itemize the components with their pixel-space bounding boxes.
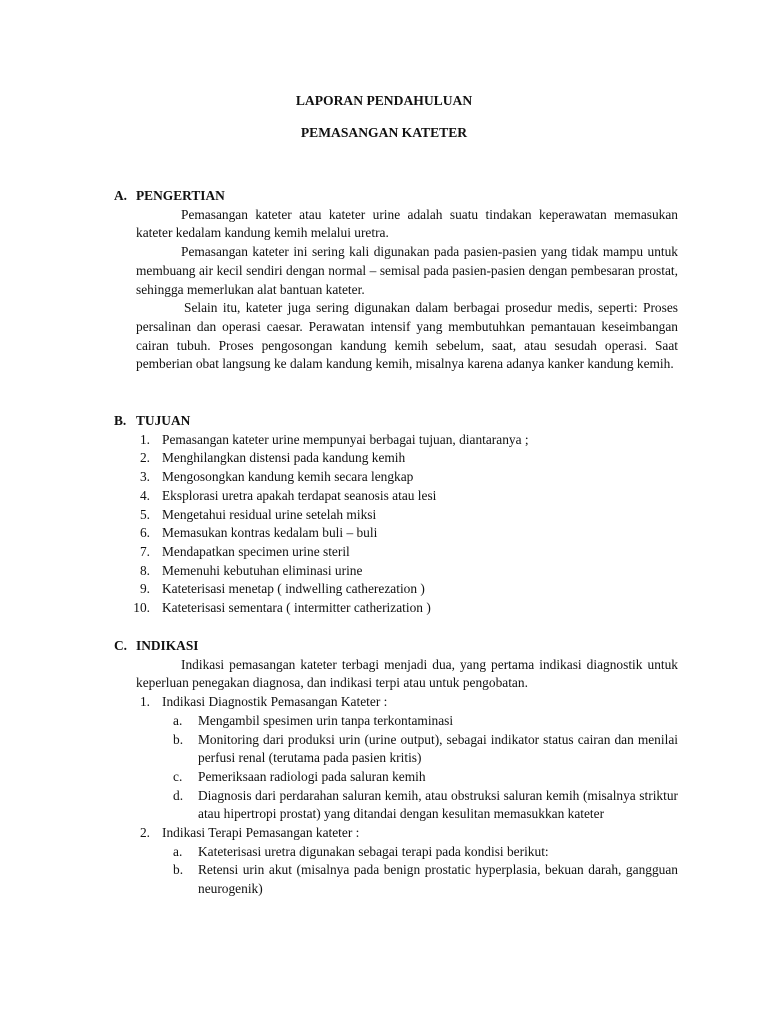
list-text: Mengetahui residual urine setelah miksi — [162, 506, 377, 522]
list-text: Indikasi Terapi Pemasangan kateter : — [162, 825, 360, 841]
sub-list-text: Pemeriksaan radiologi pada saluran kemih — [198, 768, 426, 784]
paragraph: Selain itu, kateter juga sering digunakan dalam berbagai prosedur medis, seperti: Proses persalinan dan operasi caesar. Perawatan intensif yang membutuhkan pemantauan keseimbangan cairan tubuh. Proses pengosongan kandung kemih sebelum, saat, atau sesudah operasi. Saat pemberian obat langsung ke dalam kandung kemih, misalnya karena adanya kanker kandung kemih. — [136, 300, 678, 372]
list-item — [114, 599, 678, 618]
list-text: Mendapatkan specimen urine steril — [162, 543, 350, 559]
paragraph: Indikasi pemasangan kateter terbagi menjadi dua, yang pertama indikasi diagnostik untuk keperluan penegakan diagnosa, dan indikasi terpi atau untuk pengobatan. — [136, 656, 678, 691]
sub-list-text: Mengambil spesimen urin tanpa terkontaminasi — [198, 712, 454, 728]
section-title: PENGERTIAN — [136, 188, 225, 203]
list-number: 5. — [139, 506, 150, 522]
list-item — [114, 506, 678, 525]
section-letter: C. — [114, 638, 128, 653]
section-heading — [114, 187, 678, 206]
list-number: 10. — [133, 600, 150, 616]
list-text: Eksplorasi uretra apakah terdapat seanosis atau lesi — [162, 487, 437, 503]
list-item — [114, 580, 678, 599]
list-number: 8. — [139, 562, 150, 578]
list-number: 2. — [139, 825, 150, 841]
section-heading — [114, 637, 678, 656]
list-text: Kateterisasi sementara ( intermitter catherization ) — [162, 600, 431, 616]
list-number: 1. — [139, 694, 150, 710]
sub-list-letter: b. — [173, 731, 184, 747]
list-item — [114, 449, 678, 468]
list-item — [114, 693, 678, 712]
list-text: Kateterisasi menetap ( indwelling catherezation ) — [162, 581, 425, 597]
sub-list-text: Monitoring dari produksi urin (urine output), sebagai indikator status cairan dan menilai perfusi renal (terutama pada pasien kritis) — [198, 731, 678, 766]
sub-list-text: Retensi urin akut (misalnya pada benign prostatic hyperplasia, bekuan darah, gangguan neurogenik) — [198, 862, 678, 897]
section-letter: B. — [114, 413, 127, 428]
list-text: Memenuhi kebutuhan eliminasi urine — [162, 562, 363, 578]
paragraph: Pemasangan kateter ini sering kali digunakan pada pasien-pasien yang tidak mampu untuk membuang air kecil sendiri dengan normal – semisal pada pasien-pasien dengan pembesaran prostat, sehingga memerlukan alat bantuan kateter. — [136, 244, 678, 297]
list-item — [114, 487, 678, 506]
list-number: 4. — [139, 487, 150, 503]
list-text: Mengosongkan kandung kemih secara lengkap — [162, 469, 414, 485]
list-number: 7. — [139, 543, 150, 559]
list-number: 1. — [139, 431, 150, 447]
list-number: 9. — [139, 581, 150, 597]
sub-list-letter: d. — [173, 787, 184, 803]
paragraph: Pemasangan kateter atau kateter urine adalah suatu tindakan keperawatan memasukan kateter kedalam kandung kemih melalui uretra. — [136, 206, 678, 241]
list-number: 3. — [139, 469, 150, 485]
list-item — [114, 468, 678, 487]
list-text: Pemasangan kateter urine mempunyai berbagai tujuan, diantaranya ; — [162, 431, 529, 447]
section-indikasi — [114, 637, 678, 899]
sub-list-item — [114, 861, 678, 898]
sub-list-letter: a. — [173, 712, 183, 728]
sub-list-item — [114, 843, 678, 862]
list-item — [114, 431, 678, 450]
section-letter: A. — [114, 188, 128, 203]
sub-list-item — [114, 712, 678, 731]
list-number: 6. — [139, 525, 150, 541]
list-item — [114, 562, 678, 581]
section-title: INDIKASI — [136, 638, 199, 653]
sub-list-letter: c. — [173, 768, 183, 784]
sub-list-item — [114, 768, 678, 787]
sub-list-item — [114, 787, 678, 824]
list-text: Indikasi Diagnostik Pemasangan Kateter : — [162, 694, 388, 710]
section-title: TUJUAN — [136, 413, 191, 428]
sub-list-text: Kateterisasi uretra digunakan sebagai terapi pada kondisi berikut: — [198, 843, 549, 859]
list-item — [114, 543, 678, 562]
section-tujuan — [114, 412, 678, 618]
section-heading — [114, 412, 678, 431]
list-item — [114, 824, 678, 843]
document-subtitle: PEMASANGAN KATETER — [300, 125, 468, 140]
list-text: Menghilangkan distensi pada kandung kemih — [162, 450, 406, 466]
list-text: Memasukan kontras kedalam buli – buli — [162, 525, 378, 541]
sub-list-letter: b. — [173, 862, 184, 878]
sub-list-text: Diagnosis dari perdarahan saluran kemih, atau obstruksi saluran kemih (misalnya striktur atau hipertropi prostat) yang ditandai dengan kesulitan memasukkan kateter — [198, 787, 678, 822]
section-pengertian — [114, 187, 678, 374]
list-item — [114, 524, 678, 543]
document-title: LAPORAN PENDAHULUAN — [295, 93, 473, 108]
list-number: 2. — [139, 450, 150, 466]
sub-list-item — [114, 731, 678, 768]
sub-list-letter: a. — [173, 843, 183, 859]
